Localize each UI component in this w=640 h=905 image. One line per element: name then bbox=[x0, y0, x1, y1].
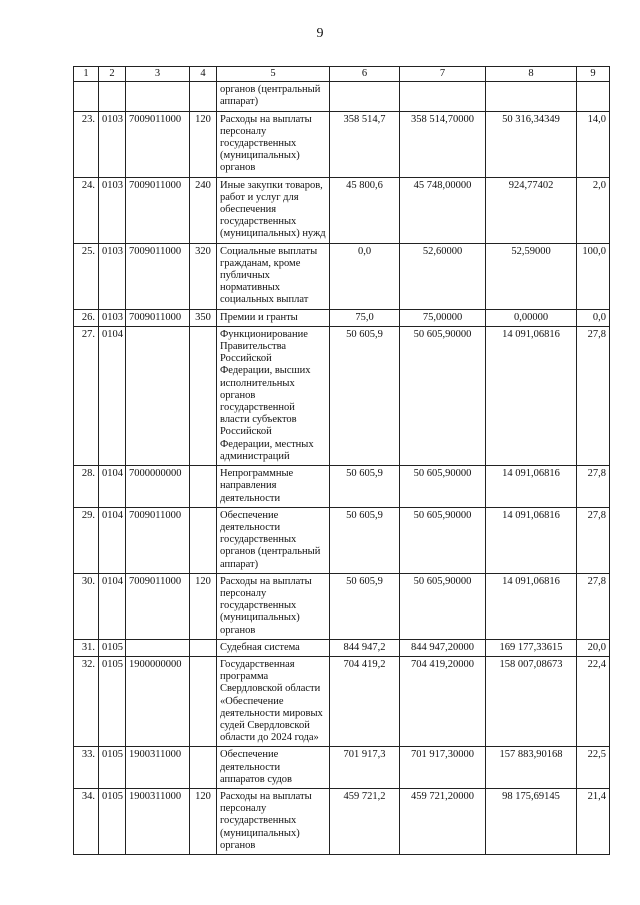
cell-item-name: Расходы на выплаты персоналу государственных (муниципальных) органов bbox=[217, 573, 330, 639]
table-row bbox=[74, 507, 610, 573]
cell-item-name: Премии и гранты bbox=[217, 309, 330, 326]
cell-row-number: 29. bbox=[74, 507, 99, 573]
cell-refined-amount: 704 419,20000 bbox=[400, 656, 486, 746]
cell-expense-type-code bbox=[190, 326, 217, 465]
cell-target-article-code: 1900311000 bbox=[126, 788, 190, 854]
column-header-7: 7 bbox=[400, 67, 486, 82]
cell-row-number: 33. bbox=[74, 747, 99, 789]
cell-target-article-code bbox=[126, 639, 190, 656]
cell-refined-amount: 75,00000 bbox=[400, 309, 486, 326]
cell-refined-amount bbox=[400, 82, 486, 111]
cell-approved-amount: 50 605,9 bbox=[330, 326, 400, 465]
cell-row-number: 23. bbox=[74, 111, 99, 177]
cell-approved-amount: 75,0 bbox=[330, 309, 400, 326]
table-row bbox=[74, 82, 610, 111]
cell-item-name: Обеспечение деятельности аппаратов судов bbox=[217, 747, 330, 789]
cell-row-number: 28. bbox=[74, 466, 99, 508]
cell-executed-amount: 52,59000 bbox=[486, 243, 577, 309]
cell-refined-amount: 50 605,90000 bbox=[400, 507, 486, 573]
table-row bbox=[74, 466, 610, 508]
cell-target-article-code: 1900000000 bbox=[126, 656, 190, 746]
cell-row-number: 27. bbox=[74, 326, 99, 465]
cell-item-name: Функционирование Правительства Российской Федерации, высших исполнительных органов государственной власти субъектов Российской Федерации, местных администраций bbox=[217, 326, 330, 465]
cell-row-number bbox=[74, 82, 99, 111]
table-row bbox=[74, 747, 610, 789]
cell-approved-amount bbox=[330, 82, 400, 111]
table-row bbox=[74, 111, 610, 177]
cell-approved-amount: 701 917,3 bbox=[330, 747, 400, 789]
cell-approved-amount: 459 721,2 bbox=[330, 788, 400, 854]
cell-expense-type-code bbox=[190, 82, 217, 111]
cell-approved-amount: 358 514,7 bbox=[330, 111, 400, 177]
cell-row-number: 31. bbox=[74, 639, 99, 656]
cell-executed-amount: 14 091,06816 bbox=[486, 466, 577, 508]
cell-execution-percent: 27,8 bbox=[577, 573, 610, 639]
cell-executed-amount: 169 177,33615 bbox=[486, 639, 577, 656]
cell-item-name: Обеспечение деятельности государственных органов (центральный аппарат) bbox=[217, 507, 330, 573]
table-row bbox=[74, 177, 610, 243]
cell-item-name: Государственная программа Свердловской области «Обеспечение деятельности мировых судей Свердловской области до 2024 года» bbox=[217, 656, 330, 746]
cell-section-code: 0105 bbox=[99, 656, 126, 746]
column-header-1: 1 bbox=[74, 67, 99, 82]
cell-target-article-code: 7009011000 bbox=[126, 111, 190, 177]
cell-target-article-code: 7009011000 bbox=[126, 309, 190, 326]
cell-item-name: Иные закупки товаров, работ и услуг для обеспечения государственных (муниципальных) нужд bbox=[217, 177, 330, 243]
column-header-3: 3 bbox=[126, 67, 190, 82]
cell-expense-type-code: 120 bbox=[190, 788, 217, 854]
cell-executed-amount bbox=[486, 82, 577, 111]
cell-section-code: 0103 bbox=[99, 111, 126, 177]
table-header-row bbox=[74, 67, 610, 82]
cell-approved-amount: 50 605,9 bbox=[330, 573, 400, 639]
cell-section-code: 0103 bbox=[99, 309, 126, 326]
cell-refined-amount: 50 605,90000 bbox=[400, 466, 486, 508]
cell-row-number: 25. bbox=[74, 243, 99, 309]
table-row bbox=[74, 326, 610, 465]
budget-table bbox=[73, 66, 610, 855]
cell-execution-percent: 22,5 bbox=[577, 747, 610, 789]
cell-item-name: Социальные выплаты гражданам, кроме публичных нормативных социальных выплат bbox=[217, 243, 330, 309]
page-number: 9 bbox=[316, 26, 324, 41]
cell-approved-amount: 0,0 bbox=[330, 243, 400, 309]
cell-target-article-code: 1900311000 bbox=[126, 747, 190, 789]
cell-refined-amount: 459 721,20000 bbox=[400, 788, 486, 854]
column-header-9: 9 bbox=[577, 67, 610, 82]
cell-execution-percent: 27,8 bbox=[577, 326, 610, 465]
cell-executed-amount: 158 007,08673 bbox=[486, 656, 577, 746]
cell-refined-amount: 50 605,90000 bbox=[400, 326, 486, 465]
cell-expense-type-code bbox=[190, 656, 217, 746]
cell-target-article-code: 7009011000 bbox=[126, 243, 190, 309]
cell-row-number: 34. bbox=[74, 788, 99, 854]
cell-item-name: органов (центральный аппарат) bbox=[217, 82, 330, 111]
cell-item-name: Расходы на выплаты персоналу государственных (муниципальных) органов bbox=[217, 788, 330, 854]
table-row bbox=[74, 309, 610, 326]
cell-executed-amount: 14 091,06816 bbox=[486, 326, 577, 465]
cell-approved-amount: 844 947,2 bbox=[330, 639, 400, 656]
cell-expense-type-code bbox=[190, 639, 217, 656]
cell-expense-type-code: 350 bbox=[190, 309, 217, 326]
cell-executed-amount: 14 091,06816 bbox=[486, 573, 577, 639]
cell-executed-amount: 98 175,69145 bbox=[486, 788, 577, 854]
cell-refined-amount: 52,60000 bbox=[400, 243, 486, 309]
cell-execution-percent bbox=[577, 82, 610, 111]
cell-expense-type-code: 120 bbox=[190, 573, 217, 639]
cell-row-number: 24. bbox=[74, 177, 99, 243]
cell-execution-percent: 20,0 bbox=[577, 639, 610, 656]
cell-target-article-code: 7000000000 bbox=[126, 466, 190, 508]
cell-executed-amount: 157 883,90168 bbox=[486, 747, 577, 789]
table-row bbox=[74, 639, 610, 656]
cell-execution-percent: 22,4 bbox=[577, 656, 610, 746]
cell-approved-amount: 50 605,9 bbox=[330, 507, 400, 573]
cell-execution-percent: 14,0 bbox=[577, 111, 610, 177]
table-row bbox=[74, 656, 610, 746]
column-header-8: 8 bbox=[486, 67, 577, 82]
cell-execution-percent: 27,8 bbox=[577, 466, 610, 508]
column-header-2: 2 bbox=[99, 67, 126, 82]
cell-section-code: 0103 bbox=[99, 177, 126, 243]
column-header-6: 6 bbox=[330, 67, 400, 82]
cell-execution-percent: 0,0 bbox=[577, 309, 610, 326]
cell-refined-amount: 358 514,70000 bbox=[400, 111, 486, 177]
cell-approved-amount: 50 605,9 bbox=[330, 466, 400, 508]
cell-row-number: 26. bbox=[74, 309, 99, 326]
cell-target-article-code: 7009011000 bbox=[126, 573, 190, 639]
cell-execution-percent: 2,0 bbox=[577, 177, 610, 243]
cell-target-article-code: 7009011000 bbox=[126, 507, 190, 573]
cell-expense-type-code bbox=[190, 507, 217, 573]
cell-executed-amount: 14 091,06816 bbox=[486, 507, 577, 573]
cell-section-code: 0103 bbox=[99, 243, 126, 309]
cell-refined-amount: 701 917,30000 bbox=[400, 747, 486, 789]
cell-section-code: 0104 bbox=[99, 326, 126, 465]
cell-executed-amount: 50 316,34349 bbox=[486, 111, 577, 177]
cell-section-code bbox=[99, 82, 126, 111]
cell-row-number: 30. bbox=[74, 573, 99, 639]
cell-section-code: 0104 bbox=[99, 573, 126, 639]
cell-execution-percent: 100,0 bbox=[577, 243, 610, 309]
column-header-5: 5 bbox=[217, 67, 330, 82]
cell-section-code: 0105 bbox=[99, 747, 126, 789]
cell-expense-type-code bbox=[190, 466, 217, 508]
table-row bbox=[74, 788, 610, 854]
cell-expense-type-code: 320 bbox=[190, 243, 217, 309]
cell-approved-amount: 45 800,6 bbox=[330, 177, 400, 243]
cell-item-name: Непрограммные направления деятельности bbox=[217, 466, 330, 508]
cell-expense-type-code: 240 bbox=[190, 177, 217, 243]
table-row bbox=[74, 573, 610, 639]
cell-target-article-code bbox=[126, 82, 190, 111]
cell-refined-amount: 844 947,20000 bbox=[400, 639, 486, 656]
cell-section-code: 0105 bbox=[99, 788, 126, 854]
cell-target-article-code: 7009011000 bbox=[126, 177, 190, 243]
cell-expense-type-code: 120 bbox=[190, 111, 217, 177]
cell-item-name: Расходы на выплаты персоналу государственных (муниципальных) органов bbox=[217, 111, 330, 177]
cell-refined-amount: 45 748,00000 bbox=[400, 177, 486, 243]
cell-section-code: 0104 bbox=[99, 507, 126, 573]
cell-item-name: Судебная система bbox=[217, 639, 330, 656]
cell-refined-amount: 50 605,90000 bbox=[400, 573, 486, 639]
cell-execution-percent: 21,4 bbox=[577, 788, 610, 854]
cell-section-code: 0105 bbox=[99, 639, 126, 656]
cell-target-article-code bbox=[126, 326, 190, 465]
cell-executed-amount: 0,00000 bbox=[486, 309, 577, 326]
budget-table-body bbox=[74, 67, 610, 855]
cell-row-number: 32. bbox=[74, 656, 99, 746]
cell-execution-percent: 27,8 bbox=[577, 507, 610, 573]
table-row bbox=[74, 243, 610, 309]
cell-expense-type-code bbox=[190, 747, 217, 789]
cell-approved-amount: 704 419,2 bbox=[330, 656, 400, 746]
column-header-4: 4 bbox=[190, 67, 217, 82]
cell-executed-amount: 924,77402 bbox=[486, 177, 577, 243]
cell-section-code: 0104 bbox=[99, 466, 126, 508]
